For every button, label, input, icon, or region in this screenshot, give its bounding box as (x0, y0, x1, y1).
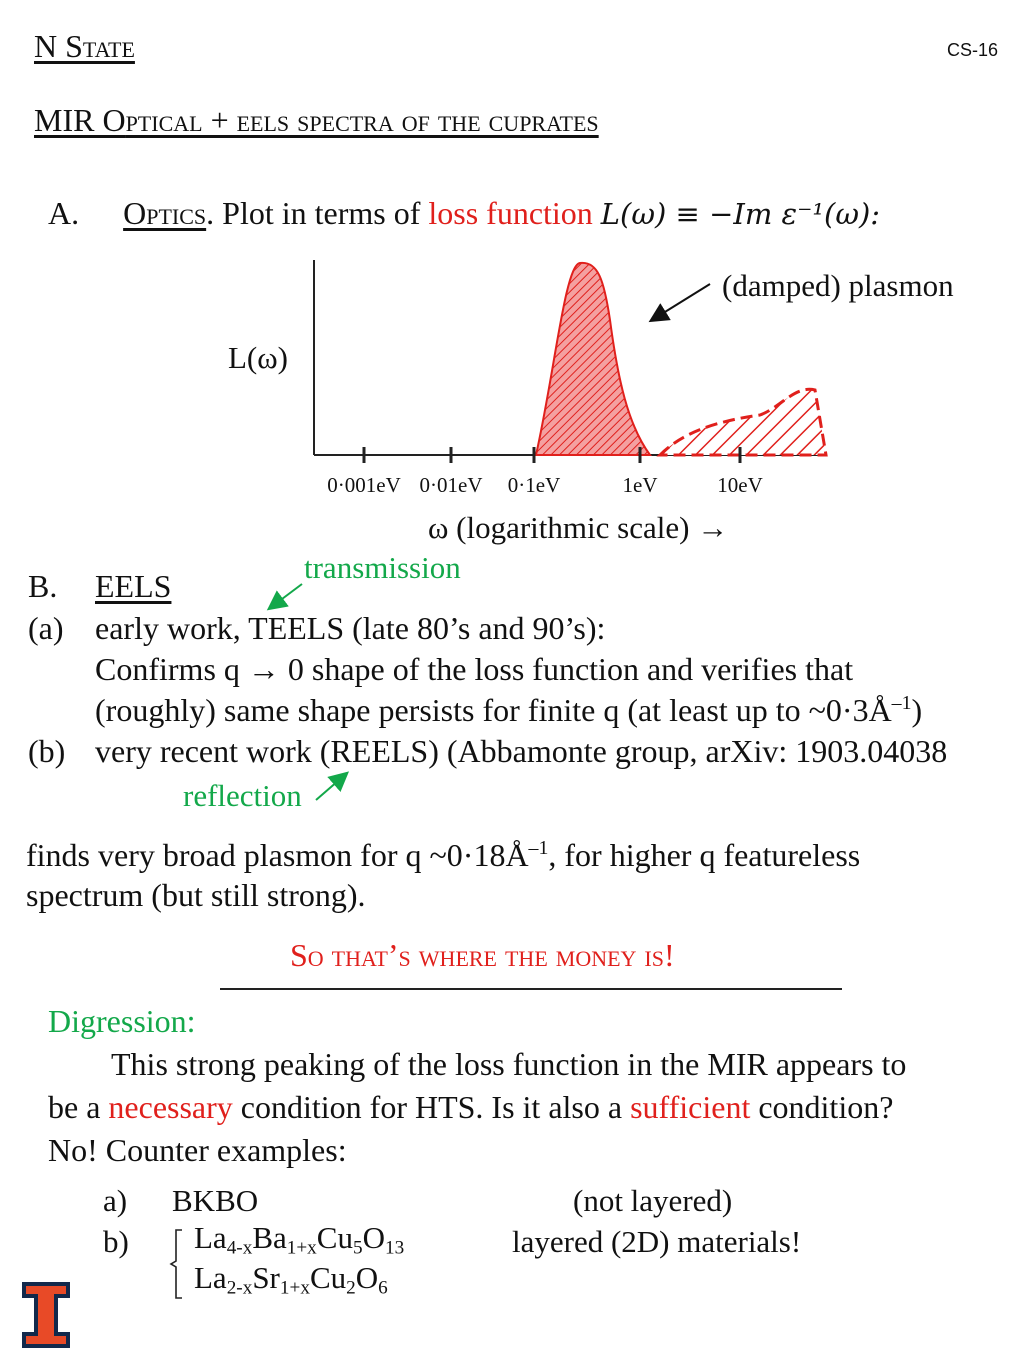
brace (168, 1228, 188, 1300)
chart-y-label: L(ω) (228, 340, 288, 375)
digression-line3: No! Counter examples: (48, 1132, 347, 1168)
formula-la2: $La_{2-x}Sr_{1+x}Cu_2O_6$ (194, 1260, 388, 1299)
divider (220, 988, 842, 990)
reflection-arrow (310, 766, 354, 806)
example-b-label: b) (103, 1224, 129, 1259)
money-statement: So that’s where the money is! (290, 937, 675, 973)
confirms-line: Confirms q → 0 shape of the loss function and verifies that (95, 651, 854, 687)
annotation-arrow (652, 284, 710, 320)
x-tick-label: 0·1eV (507, 473, 561, 497)
loss-function-chart (0, 250, 1024, 510)
section-b-letter: B. (28, 568, 58, 604)
formula-la5: $La_{4-x}Ba_{1+x}Cu_5O_{13}$ (194, 1220, 405, 1259)
slide-title: N State (34, 28, 135, 64)
loss-function-formula: L(ω) ≡ −Im ε⁻¹(ω): (600, 197, 881, 231)
section-a-line: A. Optics. Plot in terms of loss function L(ω) ≡ −Im ε⁻¹(ω): (48, 195, 881, 231)
transmission-arrow (262, 580, 312, 614)
item-a-label: (a) (28, 610, 64, 646)
example-a-label: a) (103, 1183, 128, 1218)
item-b-label: (b) (28, 733, 66, 769)
sufficient-term: sufficient (630, 1089, 751, 1125)
x-tick-label: 1eV (622, 473, 658, 497)
optics-label: Optics (123, 195, 207, 231)
x-tick-label: 0·001eV (327, 473, 401, 497)
slide-number: CS-16 (947, 40, 999, 60)
teels-line: early work, TEELS (late 80’s and 90’s): (95, 610, 606, 646)
digression-line2: be a necessary condition for HTS. Is it also a sufficient condition? (48, 1089, 894, 1125)
slide-subtitle: MIR Optical + eels spectra of the cuprates (34, 102, 599, 138)
damped-plasmon-peak (660, 389, 826, 455)
chart-x-label: ω (logarithmic scale) → (428, 510, 729, 545)
section-a-letter: A. (48, 195, 80, 231)
example-a-note: (not layered) (573, 1183, 733, 1218)
mir-peak (536, 263, 650, 455)
eels-heading: EELS (95, 568, 172, 604)
spectrum-line: spectrum (but still strong). (26, 877, 366, 913)
digression-heading: Digression: (48, 1003, 196, 1039)
digression-line1: This strong peaking of the loss function in the MIR appears to (111, 1046, 907, 1082)
x-tick-label: 10eV (717, 473, 763, 497)
transmission-label: transmission (304, 550, 461, 585)
example-b-note: layered (2D) materials! (512, 1224, 802, 1259)
x-tick-label: 0·01eV (419, 473, 483, 497)
illinois-logo (20, 1280, 72, 1350)
reels-line: very recent work (REELS) (Abbamonte group, arXiv: 1903.04038 (95, 733, 948, 769)
loss-function-term: loss function (428, 195, 593, 231)
roughly-line: (roughly) same shape persists for finite q (at least up to $\sim 0\cdot 3Å^{-1}$) (95, 692, 923, 728)
example-a-text: BKBO (172, 1183, 259, 1218)
necessary-term: necessary (108, 1089, 233, 1125)
finds-line: finds very broad plasmon for q $\sim 0\cdot 18Å^{-1}$, for higher q featureless (26, 837, 861, 873)
plasmon-annotation: (damped) plasmon (722, 268, 954, 303)
reflection-label: reflection (183, 778, 302, 813)
